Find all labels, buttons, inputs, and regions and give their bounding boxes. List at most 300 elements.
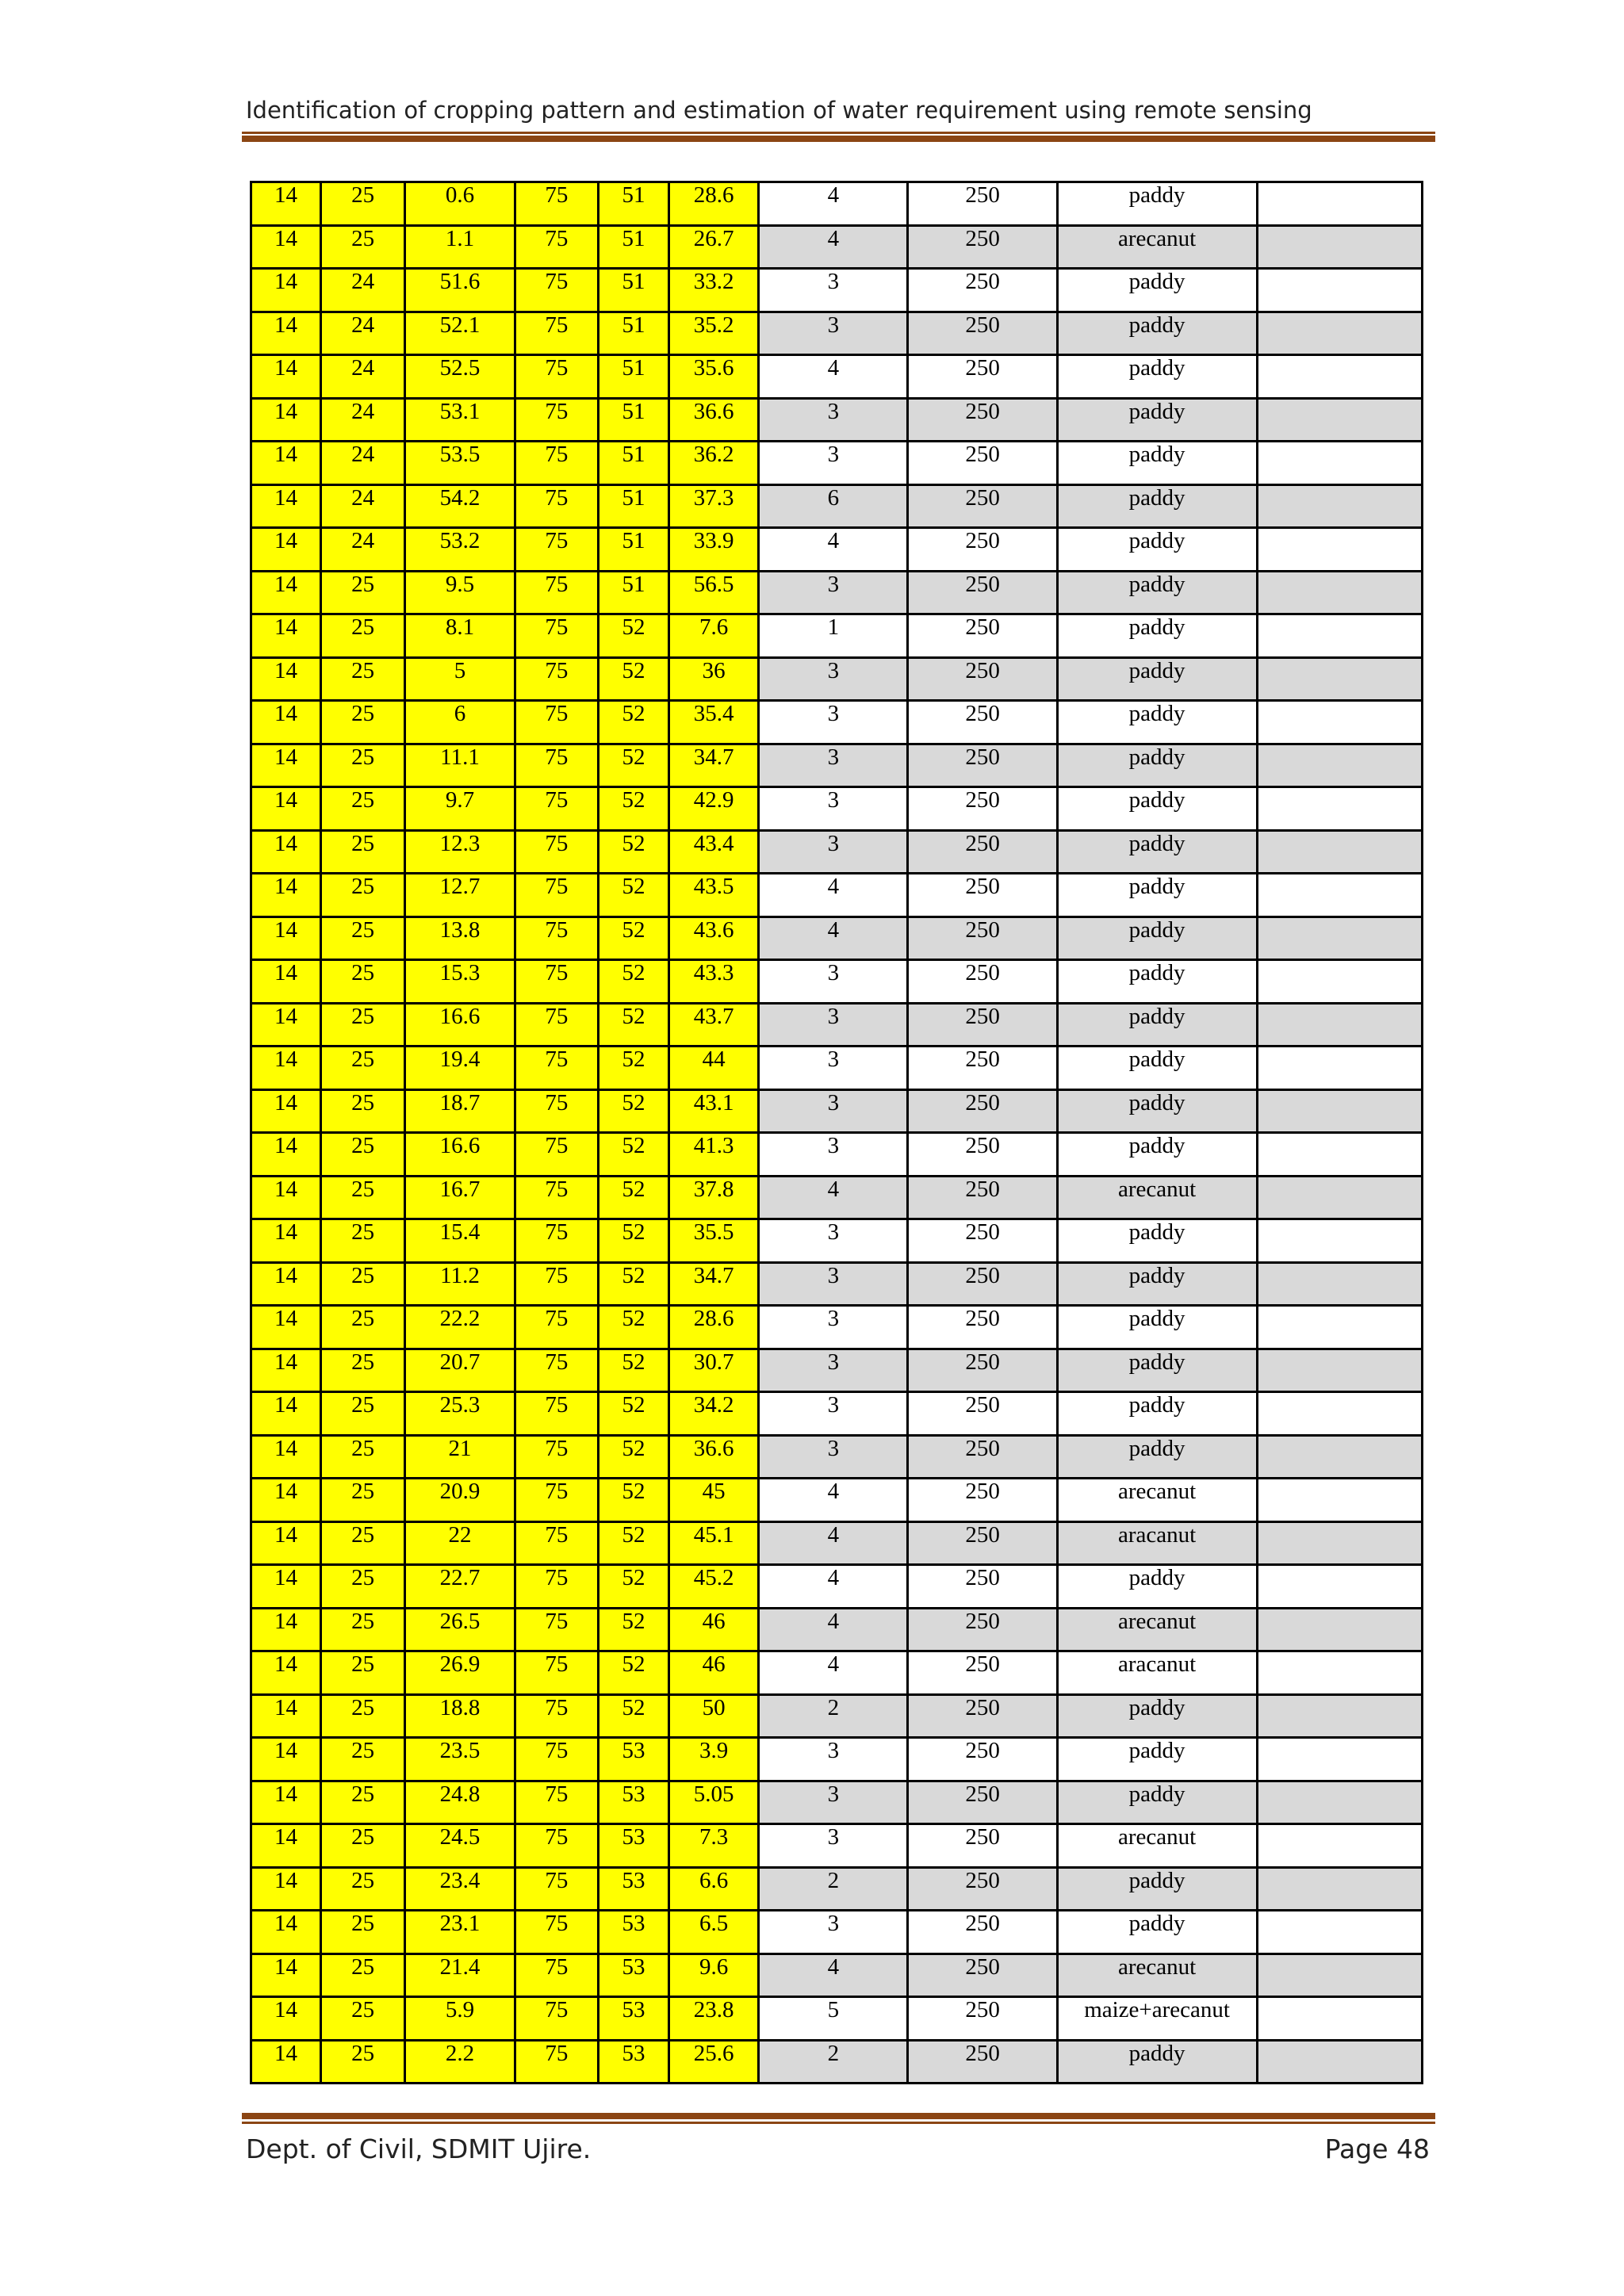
table-cell: 5.9: [405, 1997, 515, 2041]
table-cell: 250: [908, 1479, 1057, 1522]
table-cell: 75: [515, 312, 598, 355]
table-cell: 75: [515, 614, 598, 658]
table-cell: 3: [759, 269, 908, 312]
table-cell: 250: [908, 1781, 1057, 1824]
table-cell: 75: [515, 1911, 598, 1954]
table-cell: 250: [908, 1608, 1057, 1651]
table-cell: 25: [321, 744, 405, 787]
table-cell: 75: [515, 701, 598, 744]
table-cell: 52: [599, 1694, 669, 1738]
table-cell: 23.5: [405, 1738, 515, 1781]
table-cell: 6.6: [669, 1867, 759, 1911]
table-cell: 250: [908, 1349, 1057, 1392]
table-cell: 1: [759, 614, 908, 658]
table-cell: paddy: [1057, 269, 1257, 312]
table-cell: 51: [599, 355, 669, 399]
table-cell: 25: [321, 1565, 405, 1609]
table-cell: 14: [251, 398, 321, 442]
table-cell: 52.5: [405, 355, 515, 399]
table-cell: 14: [251, 484, 321, 528]
table-cell: 52: [599, 1565, 669, 1609]
table-cell: 33.2: [669, 269, 759, 312]
table-cell: 9.5: [405, 571, 515, 614]
table-cell: 51: [599, 269, 669, 312]
table-cell: 52: [599, 1262, 669, 1306]
table-cell: 75: [515, 830, 598, 874]
table-cell: 43.6: [669, 916, 759, 960]
table-cell: maize+arecanut: [1057, 1997, 1257, 2041]
table-cell: 25: [321, 1911, 405, 1954]
table-cell: 25: [321, 1306, 405, 1349]
table-cell: 36.6: [669, 1435, 759, 1479]
table-cell: 43.7: [669, 1003, 759, 1047]
table-cell: 25.3: [405, 1392, 515, 1436]
footer-rule-thin: [242, 2122, 1435, 2124]
table-cell: 75: [515, 484, 598, 528]
table-cell: 4: [759, 1479, 908, 1522]
table-cell: arecanut: [1057, 1608, 1257, 1651]
table-cell: 75: [515, 1954, 598, 1997]
table-row: [251, 182, 1423, 226]
table-cell: 14: [251, 1651, 321, 1695]
table-cell: 250: [908, 1262, 1057, 1306]
table-cell: 14: [251, 1997, 321, 2041]
table-cell: [1257, 2040, 1422, 2084]
table-cell: 3: [759, 787, 908, 831]
table-row: [251, 1306, 1423, 1349]
table-cell: [1257, 657, 1422, 701]
table-cell: paddy: [1057, 1435, 1257, 1479]
table-cell: 51.6: [405, 269, 515, 312]
table-cell: 9.7: [405, 787, 515, 831]
table-cell: 52: [599, 744, 669, 787]
table-cell: 250: [908, 182, 1057, 226]
table-cell: 14: [251, 1608, 321, 1651]
table-cell: 75: [515, 269, 598, 312]
table-cell: 14: [251, 1133, 321, 1177]
table-cell: 4: [759, 1608, 908, 1651]
table-row: [251, 1435, 1423, 1479]
table-cell: 53.5: [405, 442, 515, 485]
table-cell: 26.9: [405, 1651, 515, 1695]
table-row: [251, 528, 1423, 572]
table-cell: paddy: [1057, 312, 1257, 355]
table-cell: 53.2: [405, 528, 515, 572]
table-cell: 52: [599, 1608, 669, 1651]
table-cell: 37.3: [669, 484, 759, 528]
table-cell: 52: [599, 1349, 669, 1392]
table-cell: [1257, 744, 1422, 787]
table-cell: 53: [599, 1824, 669, 1868]
table-cell: 25: [321, 787, 405, 831]
table-cell: 46: [669, 1608, 759, 1651]
table-cell: paddy: [1057, 2040, 1257, 2084]
table-cell: 0.6: [405, 182, 515, 226]
table-cell: [1257, 830, 1422, 874]
footer-rule-thick: [242, 2113, 1435, 2119]
table-cell: 14: [251, 1003, 321, 1047]
table-cell: 4: [759, 1954, 908, 1997]
table-cell: 3: [759, 442, 908, 485]
table-cell: 33.9: [669, 528, 759, 572]
table-cell: [1257, 1911, 1422, 1954]
table-row: [251, 1133, 1423, 1177]
table-cell: 19.4: [405, 1047, 515, 1090]
table-cell: 14: [251, 1262, 321, 1306]
table-cell: 75: [515, 1392, 598, 1436]
table-cell: 11.1: [405, 744, 515, 787]
table-cell: [1257, 1047, 1422, 1090]
table-cell: 16.6: [405, 1003, 515, 1047]
table-row: [251, 312, 1423, 355]
table-cell: 25: [321, 830, 405, 874]
table-cell: 16.6: [405, 1133, 515, 1177]
footer-department: Dept. of Civil, SDMIT Ujire.: [246, 2133, 592, 2164]
table-row: [251, 398, 1423, 442]
table-cell: 25: [321, 1479, 405, 1522]
table-cell: 52: [599, 960, 669, 1004]
table-cell: 52.1: [405, 312, 515, 355]
table-cell: 4: [759, 528, 908, 572]
table-cell: 13.8: [405, 916, 515, 960]
table-cell: 14: [251, 701, 321, 744]
table-cell: 54.2: [405, 484, 515, 528]
table-cell: 51: [599, 225, 669, 269]
table-cell: 52: [599, 1392, 669, 1436]
table-cell: [1257, 571, 1422, 614]
table-cell: paddy: [1057, 1781, 1257, 1824]
table-row: [251, 1262, 1423, 1306]
table-cell: [1257, 1738, 1422, 1781]
table-cell: 14: [251, 225, 321, 269]
table-cell: 14: [251, 1911, 321, 1954]
table-cell: 3: [759, 830, 908, 874]
table-cell: 51: [599, 182, 669, 226]
table-cell: 14: [251, 442, 321, 485]
table-cell: 3: [759, 657, 908, 701]
table-cell: 43.1: [669, 1089, 759, 1133]
table-cell: [1257, 1521, 1422, 1565]
table-cell: [1257, 916, 1422, 960]
table-row: [251, 1479, 1423, 1522]
table-cell: 2: [759, 1867, 908, 1911]
table-cell: 25: [321, 1219, 405, 1263]
table-cell: 52: [599, 1521, 669, 1565]
table-cell: 14: [251, 1738, 321, 1781]
table-cell: 3: [759, 1824, 908, 1868]
table-cell: 14: [251, 1479, 321, 1522]
table-cell: paddy: [1057, 1349, 1257, 1392]
table-row: [251, 744, 1423, 787]
table-cell: 250: [908, 225, 1057, 269]
table-cell: [1257, 398, 1422, 442]
table-cell: 18.7: [405, 1089, 515, 1133]
table-cell: [1257, 1867, 1422, 1911]
table-cell: 28.6: [669, 182, 759, 226]
table-cell: 250: [908, 1392, 1057, 1436]
table-cell: 36: [669, 657, 759, 701]
table-cell: 25: [321, 1262, 405, 1306]
table-cell: paddy: [1057, 1738, 1257, 1781]
table-cell: 14: [251, 1219, 321, 1263]
table-cell: 25: [321, 1997, 405, 2041]
table-cell: paddy: [1057, 484, 1257, 528]
table-cell: 3: [759, 744, 908, 787]
header-rule-thick: [242, 136, 1435, 142]
table-cell: paddy: [1057, 787, 1257, 831]
table-cell: [1257, 1392, 1422, 1436]
table-cell: 3: [759, 1781, 908, 1824]
table-cell: paddy: [1057, 1133, 1257, 1177]
table-cell: [1257, 442, 1422, 485]
table-cell: 250: [908, 1521, 1057, 1565]
table-cell: [1257, 1954, 1422, 1997]
table-cell: 4: [759, 1565, 908, 1609]
table-cell: 20.9: [405, 1479, 515, 1522]
table-cell: 21.4: [405, 1954, 515, 1997]
table-cell: 52: [599, 1435, 669, 1479]
table-cell: 46: [669, 1651, 759, 1695]
table-cell: 7.3: [669, 1824, 759, 1868]
table-cell: 34.7: [669, 744, 759, 787]
table-cell: 14: [251, 1867, 321, 1911]
table-cell: 3: [759, 1262, 908, 1306]
table-cell: 52: [599, 614, 669, 658]
table-cell: 24: [321, 269, 405, 312]
table-cell: [1257, 225, 1422, 269]
table-cell: 75: [515, 1867, 598, 1911]
table-cell: 23.4: [405, 1867, 515, 1911]
table-cell: 2: [759, 2040, 908, 2084]
table-cell: 14: [251, 830, 321, 874]
data-table-body: [251, 182, 1423, 2084]
table-cell: 250: [908, 1565, 1057, 1609]
table-cell: 34.2: [669, 1392, 759, 1436]
table-cell: 52: [599, 1176, 669, 1219]
table-cell: 51: [599, 571, 669, 614]
table-cell: 75: [515, 355, 598, 399]
table-cell: 22.2: [405, 1306, 515, 1349]
table-cell: paddy: [1057, 744, 1257, 787]
table-cell: 250: [908, 1047, 1057, 1090]
table-cell: 25: [321, 614, 405, 658]
table-cell: 24: [321, 528, 405, 572]
table-cell: 250: [908, 874, 1057, 917]
table-cell: 25: [321, 1521, 405, 1565]
table-cell: 25: [321, 916, 405, 960]
table-cell: 25: [321, 1392, 405, 1436]
table-cell: [1257, 1608, 1422, 1651]
table-cell: 18.8: [405, 1694, 515, 1738]
table-row: [251, 484, 1423, 528]
table-row: [251, 1997, 1423, 2041]
table-cell: paddy: [1057, 1003, 1257, 1047]
table-cell: 1.1: [405, 225, 515, 269]
table-cell: arecanut: [1057, 1479, 1257, 1522]
table-cell: 53: [599, 1954, 669, 1997]
table-cell: 75: [515, 1565, 598, 1609]
table-cell: 25: [321, 225, 405, 269]
table-cell: 45: [669, 1479, 759, 1522]
table-row: [251, 701, 1423, 744]
table-cell: 24: [321, 484, 405, 528]
table-cell: 25: [321, 701, 405, 744]
table-cell: 28.6: [669, 1306, 759, 1349]
table-cell: 3.9: [669, 1738, 759, 1781]
table-cell: 14: [251, 657, 321, 701]
table-cell: 25: [321, 1694, 405, 1738]
table-cell: 3: [759, 1089, 908, 1133]
table-cell: 250: [908, 1651, 1057, 1695]
table-cell: 2.2: [405, 2040, 515, 2084]
table-cell: 3: [759, 1047, 908, 1090]
table-cell: 14: [251, 182, 321, 226]
table-cell: 75: [515, 182, 598, 226]
table-cell: 3: [759, 1435, 908, 1479]
table-cell: paddy: [1057, 1306, 1257, 1349]
table-cell: 42.9: [669, 787, 759, 831]
table-cell: 14: [251, 1694, 321, 1738]
table-cell: 52: [599, 1306, 669, 1349]
table-row: [251, 1781, 1423, 1824]
table-cell: 24: [321, 442, 405, 485]
table-cell: 14: [251, 960, 321, 1004]
table-cell: 75: [515, 1176, 598, 1219]
table-cell: 11.2: [405, 1262, 515, 1306]
table-cell: 25: [321, 1824, 405, 1868]
table-cell: 52: [599, 1133, 669, 1177]
table-cell: 75: [515, 1089, 598, 1133]
table-cell: 23.8: [669, 1997, 759, 2041]
table-cell: 15.4: [405, 1219, 515, 1263]
table-cell: 52: [599, 1651, 669, 1695]
table-cell: 3: [759, 701, 908, 744]
table-cell: 51: [599, 398, 669, 442]
table-cell: 4: [759, 1651, 908, 1695]
table-cell: 25: [321, 657, 405, 701]
table-cell: 35.2: [669, 312, 759, 355]
table-cell: paddy: [1057, 701, 1257, 744]
table-cell: 53.1: [405, 398, 515, 442]
table-cell: 22: [405, 1521, 515, 1565]
table-cell: paddy: [1057, 614, 1257, 658]
header-rule-thin: [242, 132, 1435, 134]
table-cell: paddy: [1057, 1219, 1257, 1263]
table-cell: 36.6: [669, 398, 759, 442]
table-cell: 14: [251, 614, 321, 658]
table-cell: [1257, 1089, 1422, 1133]
table-cell: 75: [515, 1435, 598, 1479]
table-cell: 24: [321, 398, 405, 442]
table-cell: paddy: [1057, 182, 1257, 226]
table-cell: 25.6: [669, 2040, 759, 2084]
table-row: [251, 225, 1423, 269]
table-cell: 25: [321, 1089, 405, 1133]
table-cell: 25: [321, 1047, 405, 1090]
table-cell: 3: [759, 312, 908, 355]
table-cell: 21: [405, 1435, 515, 1479]
table-cell: 25: [321, 1176, 405, 1219]
table-cell: 3: [759, 960, 908, 1004]
table-cell: 4: [759, 874, 908, 917]
table-cell: 14: [251, 1392, 321, 1436]
table-row: [251, 355, 1423, 399]
table-cell: [1257, 1694, 1422, 1738]
table-cell: 3: [759, 398, 908, 442]
table-cell: paddy: [1057, 657, 1257, 701]
table-cell: 14: [251, 1089, 321, 1133]
table-row: [251, 960, 1423, 1004]
table-cell: 75: [515, 1306, 598, 1349]
table-cell: [1257, 312, 1422, 355]
table-cell: 22.7: [405, 1565, 515, 1609]
table-cell: 3: [759, 1219, 908, 1263]
table-cell: 52: [599, 1089, 669, 1133]
table-row: [251, 657, 1423, 701]
table-row: [251, 269, 1423, 312]
table-cell: 250: [908, 916, 1057, 960]
table-cell: 25: [321, 571, 405, 614]
table-cell: paddy: [1057, 874, 1257, 917]
table-cell: 24.5: [405, 1824, 515, 1868]
table-cell: 41.3: [669, 1133, 759, 1177]
table-cell: 4: [759, 225, 908, 269]
table-row: [251, 1521, 1423, 1565]
table-cell: 250: [908, 312, 1057, 355]
table-cell: 250: [908, 1824, 1057, 1868]
table-cell: 250: [908, 1867, 1057, 1911]
table-row: [251, 442, 1423, 485]
table-cell: 4: [759, 916, 908, 960]
table-cell: 3: [759, 571, 908, 614]
table-cell: 25: [321, 1651, 405, 1695]
table-cell: 75: [515, 1521, 598, 1565]
table-cell: 250: [908, 744, 1057, 787]
table-cell: 52: [599, 657, 669, 701]
table-cell: 23.1: [405, 1911, 515, 1954]
table-cell: 4: [759, 182, 908, 226]
table-cell: 6.5: [669, 1911, 759, 1954]
table-cell: 75: [515, 1479, 598, 1522]
table-cell: 75: [515, 657, 598, 701]
table-cell: 25: [321, 1781, 405, 1824]
table-cell: 7.6: [669, 614, 759, 658]
table-cell: 25: [321, 960, 405, 1004]
table-cell: 3: [759, 1306, 908, 1349]
table-cell: 3: [759, 1738, 908, 1781]
table-cell: 75: [515, 1738, 598, 1781]
table-cell: 14: [251, 1176, 321, 1219]
table-cell: [1257, 614, 1422, 658]
table-cell: arecanut: [1057, 1824, 1257, 1868]
table-row: [251, 1651, 1423, 1695]
table-cell: 25: [321, 1133, 405, 1177]
table-cell: arecanut: [1057, 1176, 1257, 1219]
table-cell: 6: [759, 484, 908, 528]
table-cell: 14: [251, 916, 321, 960]
table-cell: 75: [515, 1997, 598, 2041]
table-cell: paddy: [1057, 1089, 1257, 1133]
table-cell: 25: [321, 1867, 405, 1911]
table-cell: 14: [251, 1954, 321, 1997]
table-cell: 43.5: [669, 874, 759, 917]
table-cell: arecanut: [1057, 225, 1257, 269]
table-cell: 3: [759, 1349, 908, 1392]
table-cell: [1257, 787, 1422, 831]
table-cell: 250: [908, 1176, 1057, 1219]
table-cell: 25: [321, 1738, 405, 1781]
table-cell: 250: [908, 1306, 1057, 1349]
